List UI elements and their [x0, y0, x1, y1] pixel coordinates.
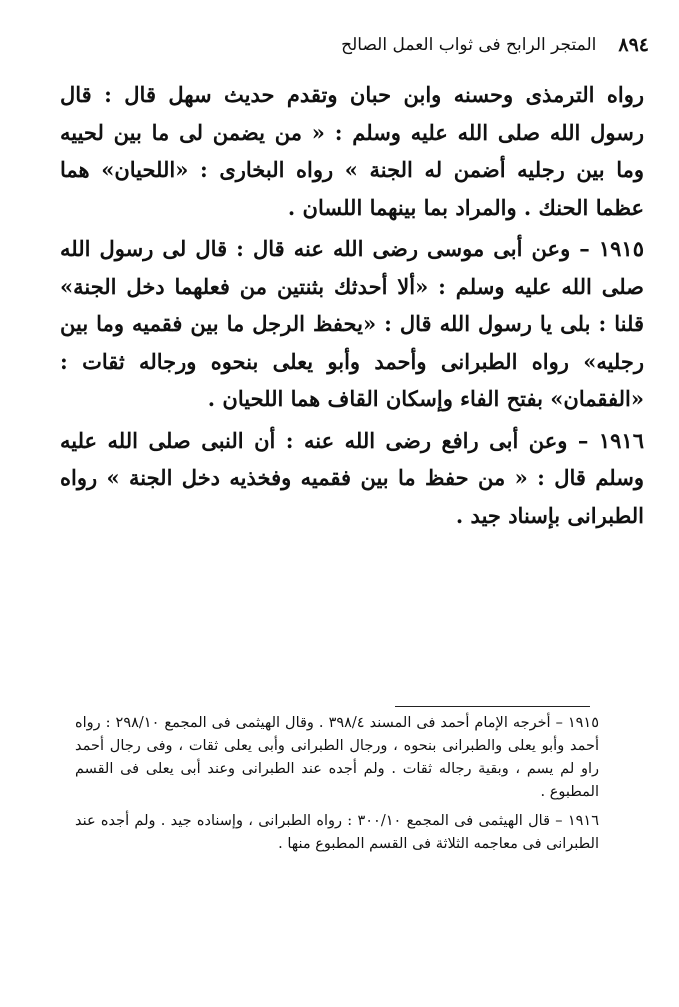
paragraph-continuation: رواه الترمذى وحسنه وابن حبان وتقدم حديث سهل قال : قال رسول الله صلى الله عليه وسلم : « من يضمن لى ما بين لحييه وما بين رجليه أضمن له الجنة » رواه البخارى : «اللحيان» هما عظما الحنك . والمراد بما بينهما اللسان . [60, 82, 644, 220]
page-header [90, 30, 649, 60]
footnote-divider [395, 706, 590, 707]
footnote-1915: ١٩١٥ – أخرجه الإمام أحمد فى المسند ٣٩٨/٤ . وقال الهيثمى فى المجمع ٢٩٨/١٠ : رواه أحمد وأبو يعلى والطبرانى بنحوه ، ورجال الطبرانى وأبى يعلى ثقات ، وفى رجال أحمد راو لم يسم ، وبقية رجاله ثقات . ولم أجده عند الطبرانى وعند أبى يعلى فى القسم المطبوع . [75, 715, 600, 800]
paragraph-hadith-1915: ١٩١٥ – وعن أبى موسى رضى الله عنه قال : قال لى رسول الله صلى الله عليه وسلم : «ألا أحدثك بثنتين من فعلهما دخل الجنة» قلنا : بلى يا رسول الله قال : «يحفظ الرجل ما بين فقميه وما بين رجليه» رواه الطبرانى وأحمد وأبو يعلى بنحوه ورجاله ثقات : «الفقمان» بفتح الفاء وإسكان القاف هما اللحيان . [60, 236, 644, 411]
main-text [60, 76, 644, 538]
running-title: المتجر الرابح فى ثواب العمل الصالح [341, 35, 597, 55]
footnote-1916: ١٩١٦ – قال الهيثمى فى المجمع ٣٠٠/١٠ : رواه الطبرانى ، وإسناده جيد . ولم أجده عند الطبرانى فى معاجمه الثلاثة فى القسم المطبوع منها . [75, 813, 599, 852]
paragraph-hadith-1916: ١٩١٦ – وعن أبى رافع رضى الله عنه : أن النبى صلى الله عليه وسلم قال : « من حفظ ما بين فقميه وفخذيه دخل الجنة » رواه الطبرانى بإسناد جيد . [60, 427, 644, 528]
footnotes [75, 712, 599, 862]
page-number: ٨٩٤ [618, 34, 649, 56]
